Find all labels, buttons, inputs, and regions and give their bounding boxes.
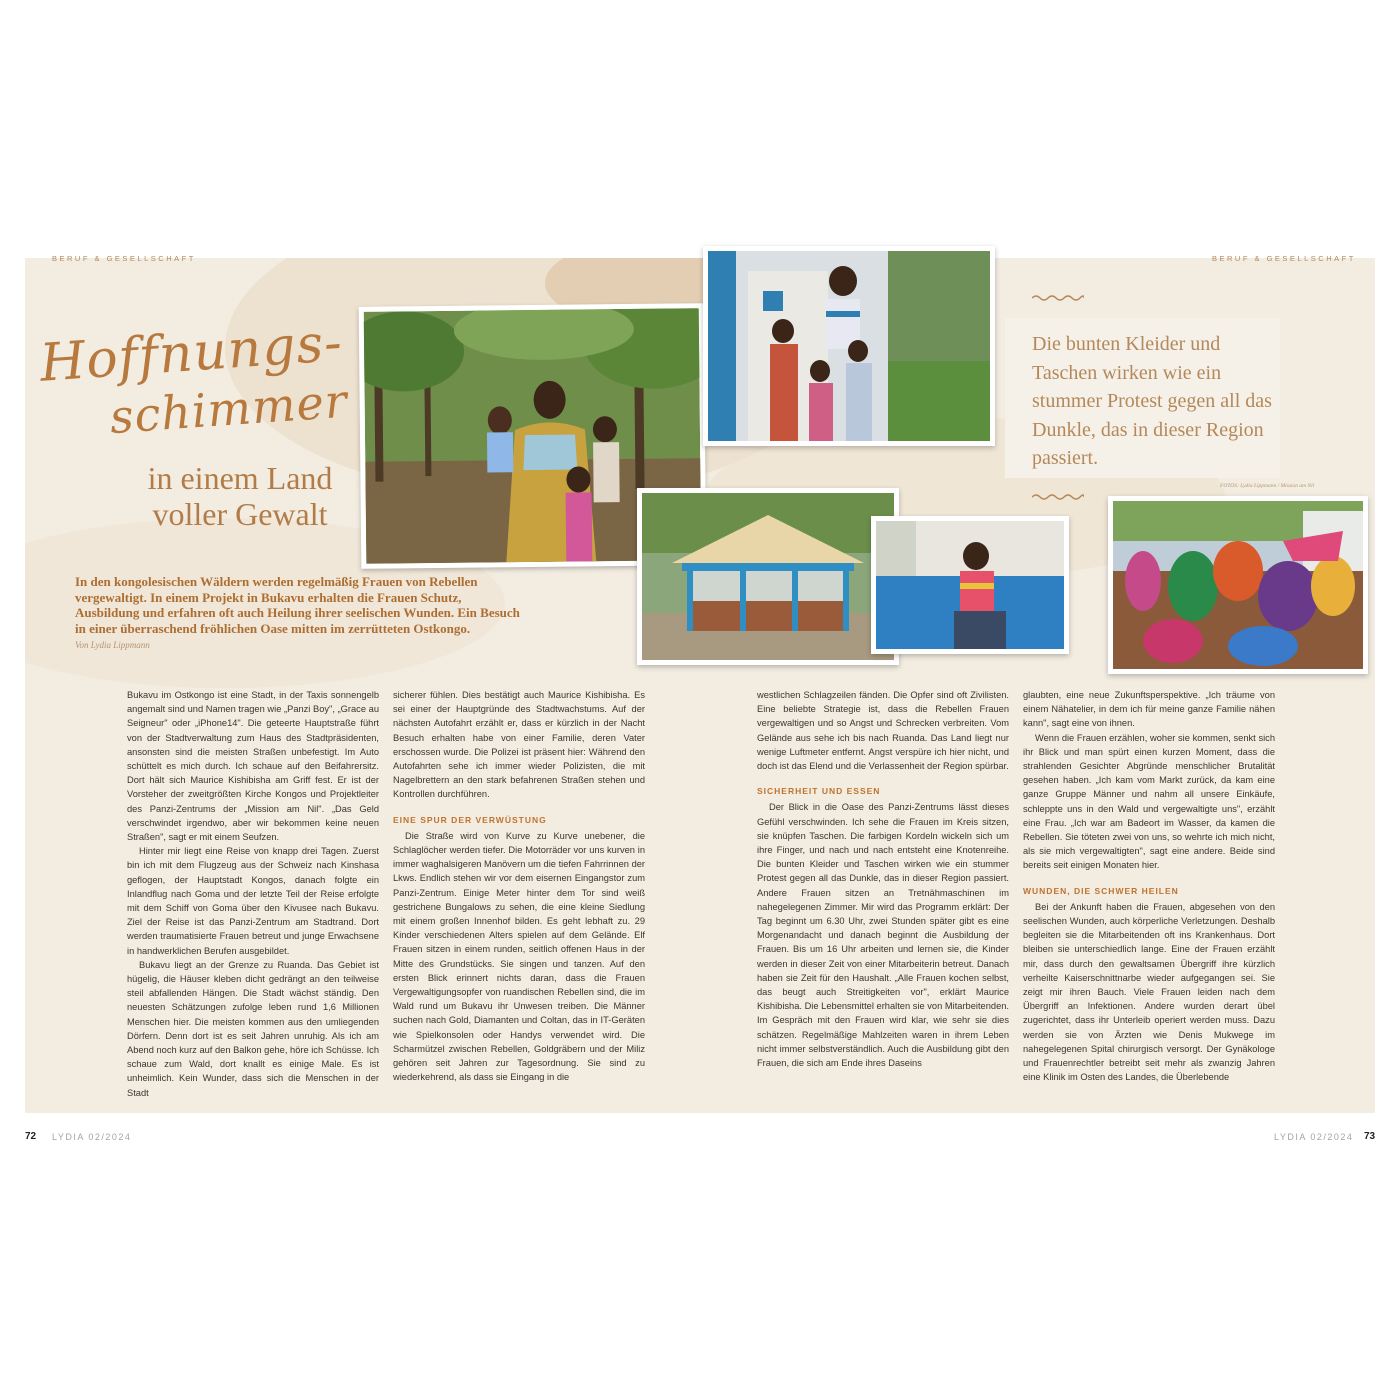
photo-woman-blue-wall bbox=[871, 516, 1069, 654]
paragraph: Bukavu liegt an der Grenze zu Ruanda. Das Gebiet ist hügelig, die Häuser kleben dicht gedrängt an den teilweise steil abfallenden Hängen. Die Stadt wächst ständig. Den neuesten Schätzungen zufolge leben rund 1,6 Millionen Menschen hier. Die meisten kommen aus den umliegenden Dörfern. Denn dort ist es seit Jahren unruhig. Als ich am Abend noch kurz auf den Balkon gehe, höre ich Schüsse. Ich schaue zum Wald, dort knallt es einige Male. Es ist unheimlich. Kein Wunder, dass sich die Menschen in der Stadt bbox=[127, 959, 379, 1098]
paragraph: Bei der Ankunft haben die Frauen, abgesehen von den seelischen Wunden, auch körperliche Verletzungen. Deshalb begleiten sie die Mitarbeitenden oft ins Krankenhaus. Dort bleiben sie unterschiedlich lange. Eine der Frauen erzählt mir, dass durch den gewaltsamen Übergriff ihre kürzlich verheilte Kaiserschnittnarbe wieder aufgegangen sei. Sie zeigt mir ihren Bauch. Viele Frauen leiden nach dem Übergriff an Infektionen. Andere wurden derart übel zugerichtet, dass ihr Unterleib operiert werden muss. Dazu werden sie von Ärzten wie Denis Mukwege im nahegelegenen Spital chirurgisch versorgt. Der Gynäkologe und Frauenrechtler betreibt seit mehr als zwanzig Jahren eine Klinik im Osten des Landes, die Überlebende bbox=[1023, 901, 1275, 1083]
title-line-1: Hoffnungs- bbox=[37, 312, 345, 394]
section-heading: EINE SPUR DER VERWÜSTUNG bbox=[393, 814, 547, 825]
lead-paragraph: In den kongolesischen Wäldern werden regelmäßig Frauen von Rebellen vergewaltigt. In einem Projekt in Bukavu erhalten die Frauen Schutz, Ausbildung und erfahren oft auch Heilung ihrer seelischen Wunden. Ein Besuch in einer überraschend fröhlichen Oase mitten im zerrütteten Ostkongo. bbox=[75, 574, 520, 636]
photo-women-group bbox=[1108, 496, 1368, 674]
footer-magazine-left: LYDIA 02/2024 bbox=[52, 1132, 132, 1142]
pull-quote: Die bunten Kleider und Taschen wirken wie ein stummer Protest gegen all das Dunkle, das in dieser Region passiert. bbox=[1032, 333, 1272, 469]
photo-girls-doorway bbox=[703, 246, 995, 446]
text-column-2 bbox=[393, 688, 645, 1084]
wavy-divider-icon bbox=[1032, 493, 1084, 501]
photo-round-house bbox=[637, 488, 899, 665]
footer-magazine-right: LYDIA 02/2024 bbox=[1274, 1132, 1354, 1142]
text-column-3 bbox=[757, 688, 1009, 1070]
wavy-divider-icon bbox=[1032, 294, 1084, 302]
paragraph: Hinter mir liegt eine Reise von knapp drei Tagen. Zuerst bin ich mit dem Flugzeug aus der Schweiz nach Kinshasa geflogen, der Hauptstadt Kongos, danach folgte ein Inlandflug nach Goma und der letzte Teil der Reise erfolgte mit dem Schiff von Goma über den Kivusee nach Bukavu. Ziel der Reise ist das Panzi-Zentrum am Stadtrand. Dort werden traumatisierte Frauen betreut und junge Erwachsene in handwerklichen Berufen ausgebildet. bbox=[127, 846, 379, 956]
paragraph: Die Straße wird von Kurve zu Kurve unebener, die Schlaglöcher werden tiefer. Die Motorräder vor uns kurven in immer waghalsigeren Manövern um die tiefen Fahrrinnen der Lkws. Endlich stehen wir vor dem eisernen Eingangstor zum Panzi-Zentrum. Einige Meter hinter dem Tor sind weiß gestrichene Bungalows zu sehen, die eine kleine Siedlung mit einem großen Innenhof bilden. Es geht lebhaft zu. 29 Kinder verschiedenen Alters spielen auf dem Gelände. Elf Frauen sitzen in einem runden, seitlich offenen Haus in der Mitte des Grundstücks. Sie singen und tanzen. Auf den ersten Blick erinnert nichts daran, dass die Frauen Vergewaltigungsopfer von ruandischen Rebellen sind, die im Wald rund um Bukavu ihr Unwesen treiben. Die Männer suchen nach Gold, Diamanten und Coltan, das in IT-Geräten wie Spielkonsolen oder Handys verwendet wird. Die Scharmützel zwischen Rebellen, Goldgräbern und der Miliz gehören seit Jahren zur Tagesordnung. Sie sind zu wiederkehrend, als dass sie Eingang in die bbox=[393, 830, 645, 1083]
paragraph: westlichen Schlagzeilen fänden. Die Opfer sind oft Zivilisten. Eine beliebte Strategie ist, dass die Rebellen Frauen vergewaltigen und so Angst und Schrecken verbreiten. Vom Gelände aus sehe ich bis nach Ruanda. Das Land liegt nur wenige Luftmeter entfernt. Angst verspüre ich hier nicht, und doch ist das Elend und die Verlassenheit der Region spürbar. bbox=[757, 690, 1009, 772]
article-subtitle: in einem Land voller Gewalt bbox=[147, 460, 333, 532]
photo-credit: FOTOS: Lydia Lippmann / Mission am Nil bbox=[1220, 483, 1315, 489]
section-heading: WUNDEN, DIE SCHWER HEILEN bbox=[1023, 885, 1179, 896]
text-column-4 bbox=[1023, 688, 1275, 1084]
page-number-left: 72 bbox=[25, 1131, 37, 1142]
paragraph: Wenn die Frauen erzählen, woher sie kommen, senkt sich ihr Blick und man spürt einen kurzen Moment, dass die strahlenden Gesichter Abgründe menschlicher Brutalität gesehen haben. „Ich kam vom Markt zurück, da kam eine ganze Gruppe Männer und nahm all unsere Einkäufe, schleppte uns in den Wald und vergewaltigte uns", erzählt eine Frau. „Ich war am Badeort im Wasser, da kamen die Rebellen. Sie töteten zwei von uns, so wehrte ich mich nicht, als sie mich vergewaltigten", sagt eine andere. Beide sind bereits seit einigen Monaten hier. bbox=[1023, 732, 1275, 871]
title-line-2: schimmer bbox=[108, 373, 350, 445]
paragraph: Der Blick in die Oase des Panzi-Zentrums lässt dieses Gefühl verschwinden. Ich sehe die Frauen im Kreis sitzen, sie knüpfen Taschen. Die farbigen Kordeln wickeln sich um ihre Finger, und nach und nach entsteht eine Knotenreihe. Die bunten Kleider und Taschen wirken wie ein stummer Protest gegen all das Dunkle, das in dieser Region passiert. Andere Frauen sitzen an Tretnähmaschinen im nahegelegenen Zimmer. Mir wird das Programm erklärt: Der Tag beginnt um 6.30 Uhr, zwei Stunden später gibt es eine Morgenandacht und danach beginnt die Ausbildung der Frauen. Bis um 16 Uhr arbeiten und lernen sie, die Kinder werden in dieser Zeit von einer Mitarbeiterin betreut. Danach haben sie Zeit für den Haushalt. „Alle Frauen kochen selbst, das beugt auch Streitigkeiten vor", erklärt Maurice Kishibisha. Die Lebensmittel erhalten sie von Mitarbeitenden. Im Gespräch mit den Frauen wird klar, wie sehr sie dies schätzen. Regelmäßige Mahlzeiten waren in ihrem Leben nicht immer selbstverständlich. Auch die Ausbildung gibt den Frauen, die sich am Ende ihres Daseins bbox=[757, 802, 1009, 1069]
running-head-left: BERUF & GESELLSCHAFT bbox=[52, 254, 196, 263]
page-number-right: 73 bbox=[1364, 1131, 1376, 1142]
running-head-right: BERUF & GESELLSCHAFT bbox=[1212, 254, 1356, 263]
paragraph: glaubten, eine neue Zukunftsperspektive. „Ich träume von einem Nähatelier, in dem ich für meine ganze Familie nähen kann", sagt eine von ihnen. bbox=[1023, 690, 1275, 729]
paragraph: Bukavu im Ostkongo ist eine Stadt, in der Taxis sonnengelb angemalt sind und Namen tragen wie „Panzi Boy", „Grace au Seigneur" oder „iPhone14". Die geteerte Hauptstraße führt von der Stadtverwaltung zum Haus des Stadtpräsidenten, ansonsten sind die meisten Straßen unbefestigt. Im Auto schüttelt es mich durch. Ich schaue auf den Beifahrersitz. Dort hält sich Maurice Kishibisha am Griff fest. Er ist der Vorsteher der zweitgrößten Kirche Kongos und Projektleiter des Panzi-Zentrums der „Mission am Nil". „Das Geld verschwindet irgendwo, aber wir bekommen keine neuen Straßen", sagt er mit einem Seufzen. bbox=[127, 690, 379, 843]
byline: Von Lydia Lippmann bbox=[75, 640, 150, 650]
text-column-1 bbox=[127, 688, 379, 1100]
article-title-script bbox=[38, 312, 375, 451]
section-heading: SICHERHEIT UND ESSEN bbox=[757, 786, 881, 797]
paragraph: sicherer fühlen. Dies bestätigt auch Maurice Kishibisha. Es sei einer der Hauptgründe des Stadtwachstums. Auf der nächsten Autofahrt erzählt er, dass er kürzlich in der Nacht Besuch erhalten habe von einer Familie, deren Vater erschossen wurde. Die Polizei ist präsent hier: Während den Autofahrten sehe ich immer wieder Polizisten, die mit Nagelbrettern an den stark befahrenen Straßen stehen und Kontrollen durchführen. bbox=[393, 690, 645, 800]
